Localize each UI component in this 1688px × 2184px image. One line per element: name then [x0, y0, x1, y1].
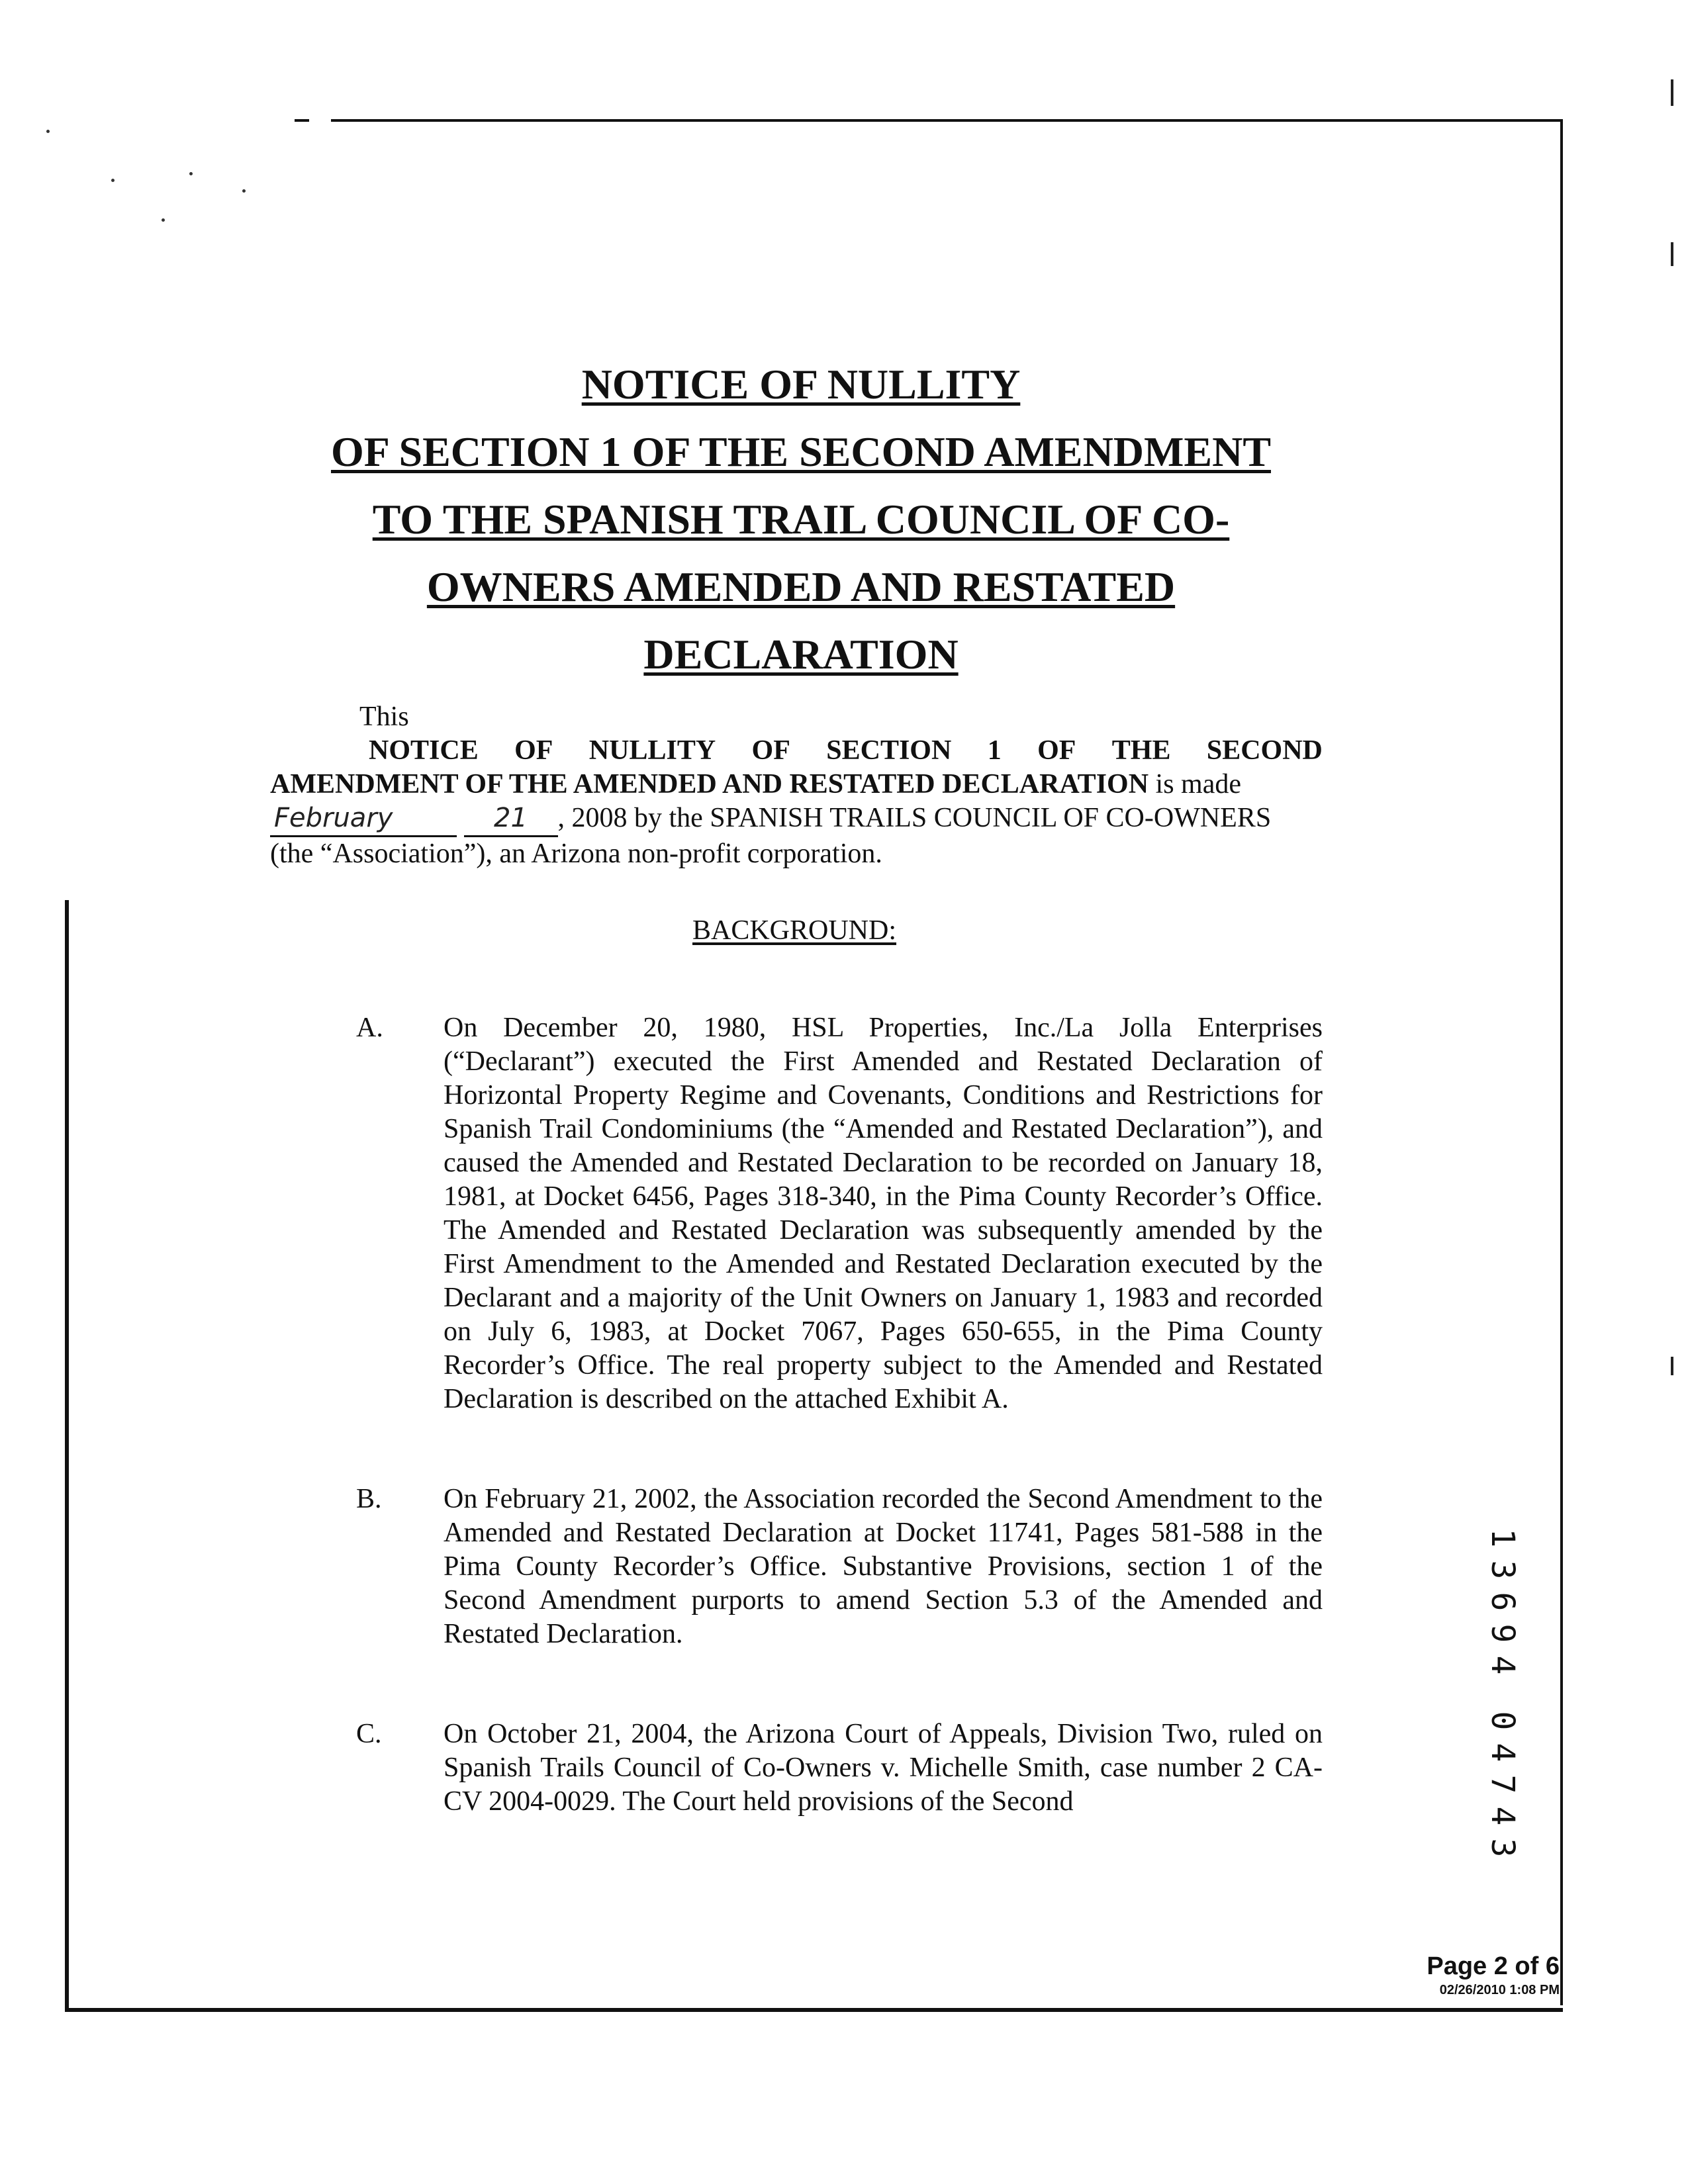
intro-bold-1 [369, 734, 1323, 768]
paragraph-label: C. [356, 1719, 382, 1749]
handwritten-day: 21 [464, 801, 558, 837]
paragraph-c [356, 1717, 1323, 1819]
paragraph-text: On October 21, 2004, the Arizona Court of Appeals, Division Two, ruled on Spanish Trails Council of Co-Owners v. Michelle Smith, case number 2 CA-CV 2004-0029. The Court held provisions of the Second [444, 1719, 1323, 1817]
title-line: NOTICE OF NULLITY [581, 361, 1021, 408]
intro-this: This [359, 702, 409, 732]
print-timestamp: 02/26/2010 1:08 PM [1439, 1983, 1560, 1997]
edge-mark [1671, 79, 1673, 106]
paragraph-a [356, 1011, 1323, 1416]
stamp-digit: 1 [1484, 1528, 1521, 1548]
stamp-digit: 6 [1484, 1592, 1521, 1612]
paragraph-b [356, 1482, 1323, 1651]
stamp-digit: 3 [1484, 1560, 1521, 1580]
handwritten-month: February [270, 801, 457, 837]
title-line: TO THE SPANISH TRAIL COUNCIL OF CO- [372, 496, 1230, 543]
intro-word: OF [514, 735, 553, 766]
background-heading: BACKGROUND: [692, 915, 897, 946]
frame-top-border [331, 119, 1562, 122]
frame-right-border [1560, 119, 1563, 2005]
stamp-digit: 3 [1484, 1838, 1521, 1858]
paragraph-label: B. [356, 1484, 382, 1514]
edge-mark [1671, 1357, 1673, 1375]
intro-word: OF [1037, 735, 1076, 766]
paragraph-text: On February 21, 2002, the Association recorded the Second Amendment to the Amended and Restated Declaration at Docket 11741, Pages 581-588 in the Pima County Recorder’s Office. Substantive Provisions, section 1 of the Second Amendment purports to amend Section 5.3 of the Amended and Restated Declaration. [444, 1484, 1323, 1649]
intro-word: NULLITY [588, 735, 716, 766]
intro-after-date: , 2008 by the SPANISH TRAILS COUNCIL OF CO-OWNERS [557, 803, 1272, 833]
title-line: OWNERS AMENDED AND RESTATED [426, 563, 1176, 610]
intro-word: THE [1111, 735, 1171, 766]
stamp-digit: 0 [1484, 1711, 1521, 1731]
title-line: OF SECTION 1 OF THE SECOND AMENDMENT [330, 428, 1272, 475]
title-line: DECLARATION [643, 631, 959, 678]
page-number: Page 2 of 6 [1427, 1952, 1560, 1980]
scan-speck [242, 189, 246, 193]
stamp-digit: 4 [1484, 1806, 1521, 1826]
scan-speck [162, 218, 165, 222]
stamp-digit: 9 [1484, 1623, 1521, 1643]
stamp-digit: 7 [1484, 1774, 1521, 1794]
intro-paragraph [270, 700, 1323, 871]
paragraph-text: On December 20, 1980, HSL Properties, Inc./La Jolla Enterprises (“Declarant”) executed the First Amended and Restated Declaration of Horizontal Property Regime and Covenants, Conditions and Restrictions for Spanish Trail Condominiums (the “Amended and Restated Declaration”), and caused the Amended and Restated Declaration to be recorded on January 18, 1981, at Docket 6456, Pages 318-340, in the Pima County Recorder’s Office. The Amended and Restated Declaration was subsequently amended by the First Amendment to the Amended and Restated Declaration executed by the Declarant and a majority of the Unit Owners on January 1, 1983 and recorded on July 6, 1983, at Docket 7067, Pages 650-655, in the Pima County Recorder’s Office. The real property subject to the Amended and Restated Declaration is described on the attached Exhibit A. [444, 1013, 1323, 1414]
frame-dash [295, 119, 309, 122]
frame-left-border [65, 900, 69, 2012]
edge-mark [1671, 242, 1673, 266]
scan-speck [111, 179, 115, 182]
intro-word: OF [751, 735, 790, 766]
paragraph-label: A. [356, 1013, 383, 1043]
intro-last-line: (the “Association”), an Arizona non-profit corporation. [270, 839, 882, 869]
stamp-digit: 4 [1484, 1743, 1521, 1762]
stamp-digit: 4 [1484, 1655, 1521, 1675]
intro-word: 1 [987, 735, 1002, 766]
scan-speck [46, 130, 50, 133]
frame-bottom-border [65, 2008, 1563, 2012]
intro-line [270, 700, 1323, 768]
scan-speck [189, 172, 193, 175]
recorder-docket-stamp [1483, 1522, 1523, 1864]
intro-word: NOTICE [369, 735, 479, 766]
intro-word: SECOND [1206, 735, 1323, 766]
intro-is-made: is made [1155, 769, 1242, 799]
intro-bold-2: AMENDMENT OF THE AMENDED AND RESTATED DECLARATION [270, 769, 1149, 799]
intro-word: SECTION [826, 735, 952, 766]
document-title [238, 351, 1364, 688]
intro-line [270, 768, 1323, 801]
intro-date-line [270, 801, 1323, 837]
